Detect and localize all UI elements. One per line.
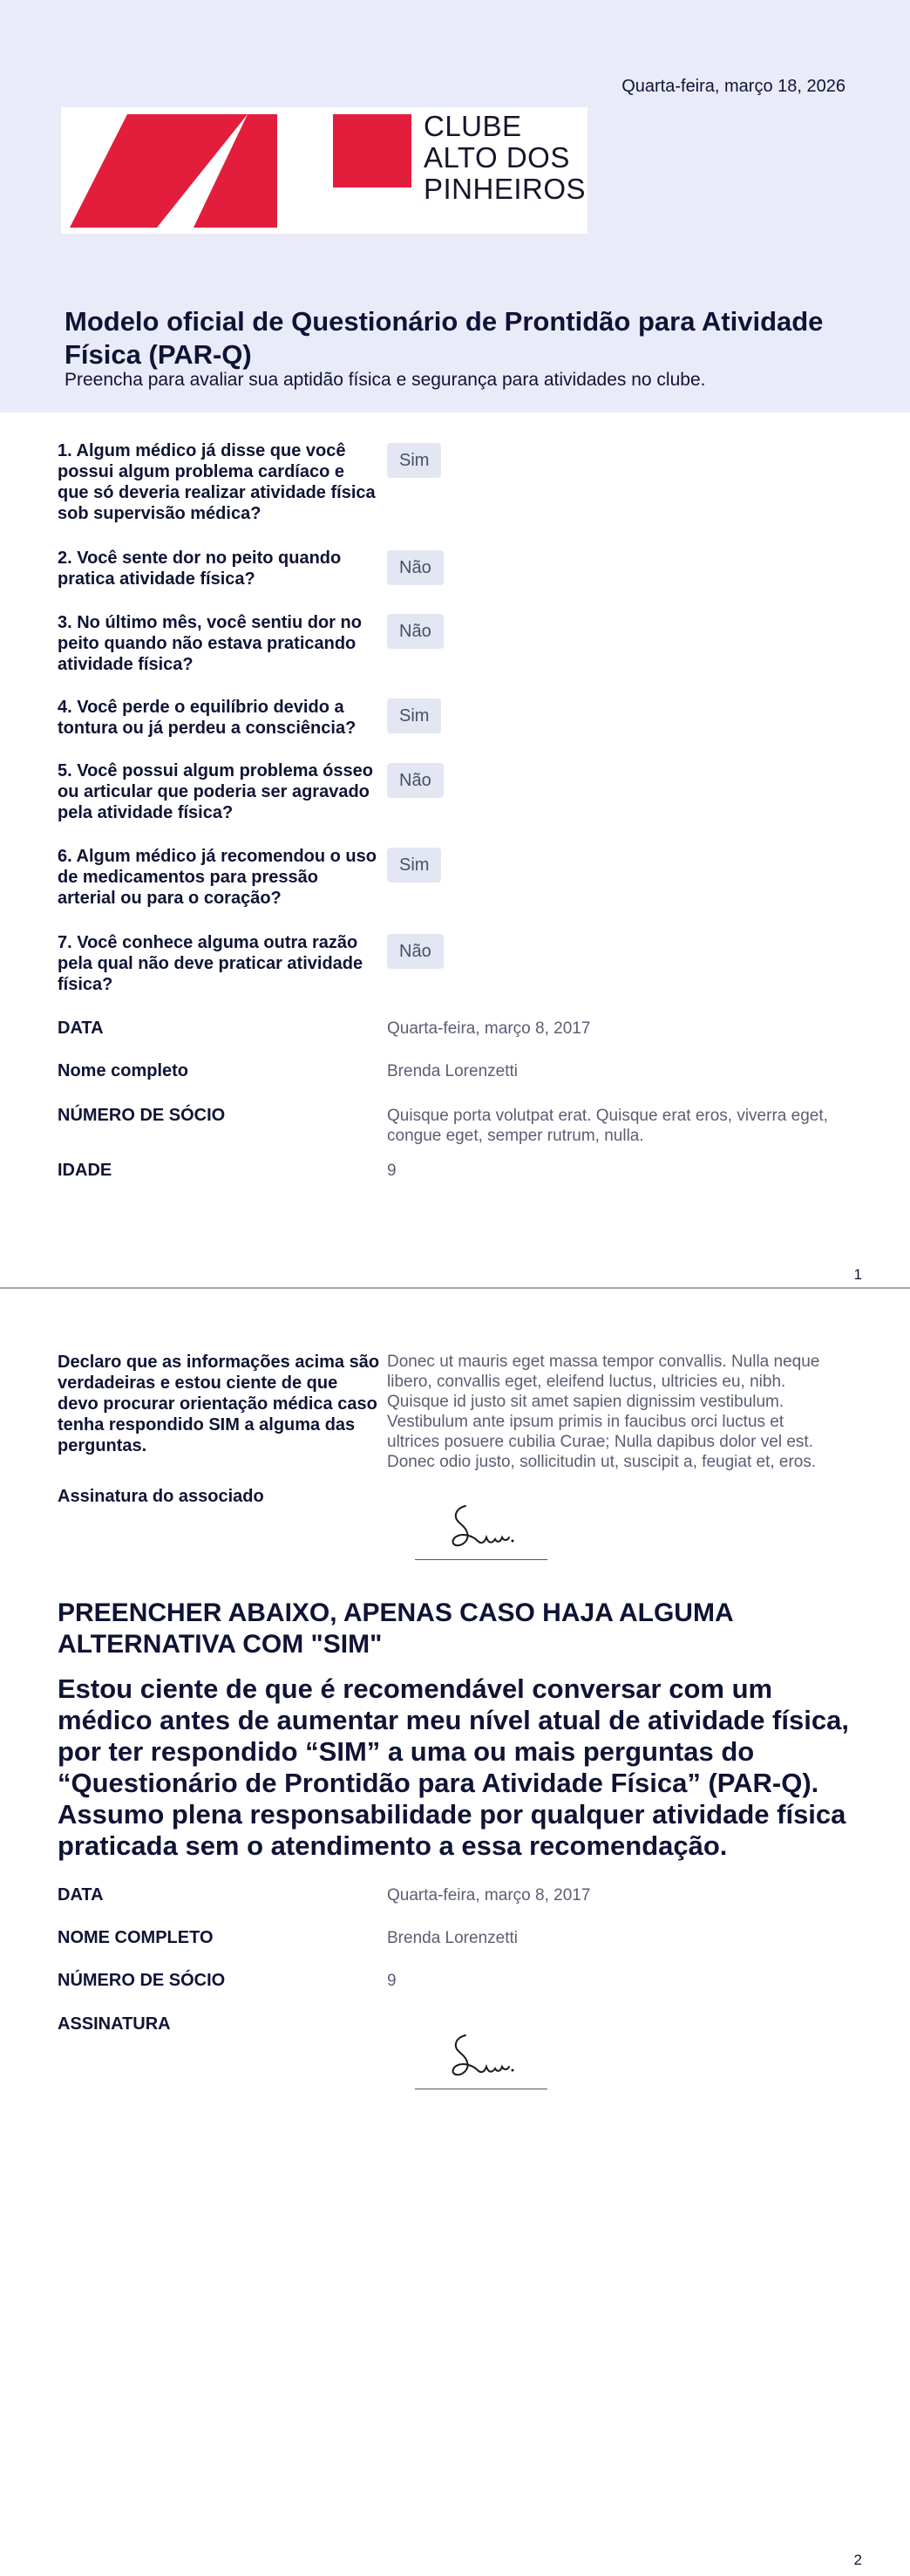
member-number-label: NÚMERO DE SÓCIO [58, 1106, 226, 1125]
club-logo [61, 107, 587, 234]
date-label-2: DATA [58, 1885, 104, 1905]
page-number-2: 2 [853, 2552, 862, 2568]
signature-scribble [415, 1497, 547, 1558]
age-label: IDADE [58, 1161, 112, 1180]
answer-4[interactable]: Sim [387, 699, 441, 733]
question-6: 6. Algum médico já recomendou o uso de medicamentos para pressão arterial ou para o coração? [58, 847, 377, 908]
age-value: 9 [387, 1162, 397, 1180]
question-2: 2. Você sente dor no peito quando pratica atividade física? [58, 549, 342, 589]
section-heading: PREENCHER ABAIXO, APENAS CASO HAJA ALGUMA ALTERNATIVA COM "SIM" [58, 1598, 733, 1659]
page-divider [0, 1287, 910, 1289]
date-label: DATA [58, 1019, 104, 1038]
club-logo-wordmark [424, 111, 586, 205]
question-3: 3. No último mês, você sentiu dor no peito quando não estava praticando atividade física? [58, 613, 362, 674]
answer-7[interactable]: Não [387, 934, 444, 969]
member-number-label-2: NÚMERO DE SÓCIO [58, 1971, 226, 1990]
full-name-label-2: NOME COMPLETO [58, 1928, 214, 1947]
member-number-value: Quisque porta volutpat erat. Quisque erat eros, viverra eget, congue eget, semper rutrum, nulla. [387, 1107, 828, 1145]
answer-6[interactable]: Sim [387, 848, 441, 883]
logo-line-1: CLUBE [424, 110, 522, 142]
answer-5[interactable]: Não [387, 763, 444, 798]
question-5: 5. Você possui algum problema ósseo ou articular que poderia ser agravado pela atividade física? [58, 761, 373, 822]
question-7: 7. Você conhece alguma outra razão pela qual não deve praticar atividade física? [58, 933, 363, 994]
logo-line-3: PINHEIROS [424, 173, 587, 205]
signature-scribble-2 [415, 2027, 547, 2088]
page-number-1: 1 [853, 1266, 862, 1283]
document-subtitle: Preencha para avaliar sua aptidão física e segurança para atividades no clube. [65, 370, 706, 390]
full-name-label: Nome completo [58, 1061, 189, 1080]
answer-3[interactable]: Não [387, 614, 444, 649]
full-name-value-2: Brenda Lorenzetti [387, 1929, 518, 1947]
signature-label-2: ASSINATURA [58, 2014, 171, 2034]
question-4: 4. Você perde o equilíbrio devido a tontura ou já perdeu a consciência? [58, 698, 357, 738]
document-date: Quarta-feira, março 18, 2026 [621, 77, 845, 96]
declaration-text: Donec ut mauris eget massa tempor convallis. Nulla neque libero, convallis eget, eleifend luctus, ultricies eu, nibh. Quisque id justo sit amet sapien dignissim vestibulum. Vestibulum ante ipsum primis in faucibus orci luctus et ultrices posuere cubilia Curae; Nulla dapibus dolor vel est. Donec odio justo, sollicitudin ut, suscipit a, feugiat et, eros. [387, 1353, 820, 1471]
signature-line [415, 1559, 547, 1560]
section-statement: Estou ciente de que é recomendável conversar com um médico antes de aumentar meu nível atual de atividade física, por ter respondido “SIM” a uma ou mais perguntas do “Questionário de Prontidão para Atividade Física” (PAR-Q). Assumo plena responsabilidade por qualquer atividade física praticada sem o atendimento a essa recomendação. [58, 1673, 849, 1861]
question-1: 1. Algum médico já disse que você possui algum problema cardíaco e que só deveria realizar atividade física sob supervisão médica? [58, 441, 376, 523]
member-signature [415, 1497, 547, 1560]
date-value: Quarta-feira, março 8, 2017 [387, 1019, 591, 1038]
logo-line-2: ALTO DOS [424, 141, 570, 174]
member-number-value-2: 9 [387, 1972, 397, 1990]
answer-1[interactable]: Sim [387, 443, 441, 478]
member-signature-label: Assinatura do associado [58, 1487, 264, 1506]
signature-2 [415, 2027, 547, 2089]
declaration-label: Declaro que as informações acima são verdadeiras e estou ciente de que devo procurar orientação médica caso tenha respondido SIM a alguma das perguntas. [58, 1353, 380, 1455]
full-name-value: Brenda Lorenzetti [387, 1062, 518, 1080]
answer-2[interactable]: Não [387, 550, 444, 585]
date-value-2: Quarta-feira, março 8, 2017 [387, 1886, 591, 1905]
document-title: Modelo oficial de Questionário de Prontidão para Atividade Física (PAR-Q) [65, 306, 824, 370]
